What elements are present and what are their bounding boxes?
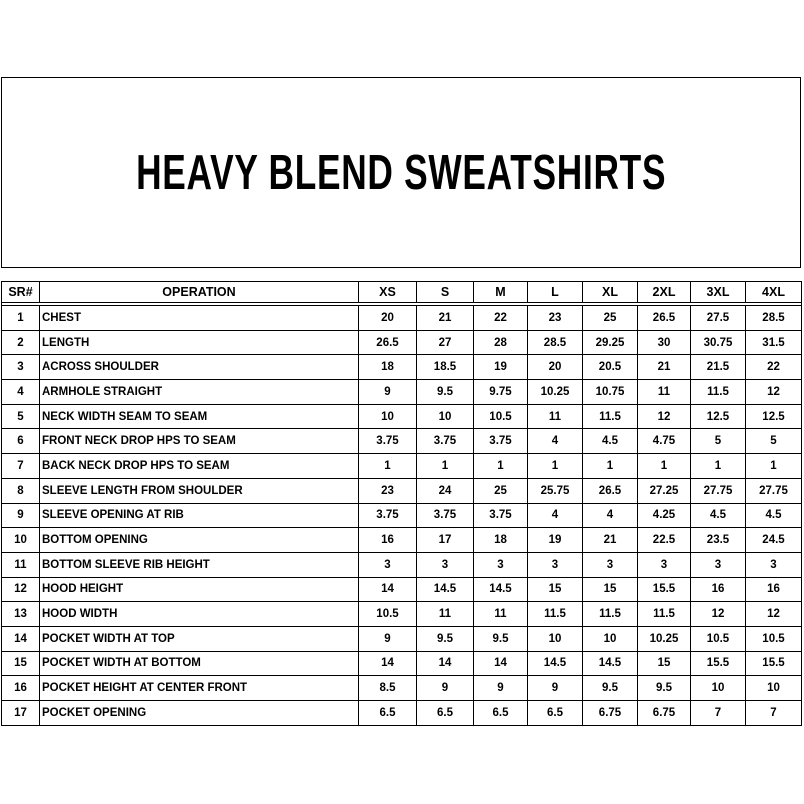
operation-cell: FRONT NECK DROP HPS TO SEAM [40,429,359,454]
measurement-cell: 10.25 [638,626,691,651]
table-row [2,503,802,528]
measurement-cell: 3.75 [359,429,417,454]
measurement-cell: 3 [638,552,691,577]
row-number-cell: 1 [2,306,40,331]
header-cell: 4XL [746,282,802,303]
measurement-cell: 4.5 [691,503,746,528]
measurement-cell: 12 [746,602,802,627]
measurement-cell: 28.5 [746,306,802,331]
measurement-cell: 6.5 [359,701,417,726]
measurement-cell: 9.5 [638,676,691,701]
measurement-cell: 1 [691,454,746,479]
operation-cell: LENGTH [40,330,359,355]
measurement-cell: 16 [746,577,802,602]
measurement-cell: 20.5 [583,355,638,380]
measurement-cell: 4.5 [583,429,638,454]
measurement-cell: 3 [528,552,583,577]
measurement-cell: 8.5 [359,676,417,701]
measurement-cell: 14.5 [583,651,638,676]
header-cell: 2XL [638,282,691,303]
measurement-cell: 11 [528,404,583,429]
measurement-cell: 7 [746,701,802,726]
operation-cell: BOTTOM OPENING [40,528,359,553]
measurement-cell: 11.5 [583,602,638,627]
measurement-cell: 11.5 [528,602,583,627]
operation-cell: HOOD HEIGHT [40,577,359,602]
table-row [2,306,802,331]
measurement-cell: 1 [417,454,474,479]
row-number-cell: 9 [2,503,40,528]
table-row [2,602,802,627]
row-number-cell: 13 [2,602,40,627]
table-row [2,626,802,651]
measurement-cell: 25 [583,306,638,331]
measurement-cell: 7 [691,701,746,726]
measurement-cell: 12.5 [691,404,746,429]
header-cell: M [474,282,528,303]
measurement-cell: 25.75 [528,478,583,503]
measurement-cell: 1 [359,454,417,479]
header-cell: SR# [2,282,40,303]
measurement-cell: 12 [638,404,691,429]
measurement-cell: 3.75 [474,429,528,454]
measurement-cell: 21 [417,306,474,331]
measurement-cell: 21 [638,355,691,380]
table-row [2,552,802,577]
measurement-cell: 16 [691,577,746,602]
measurement-cell: 15 [528,577,583,602]
measurement-cell: 15.5 [691,651,746,676]
measurement-cell: 3 [417,552,474,577]
measurement-cell: 3 [691,552,746,577]
header-cell: OPERATION [40,282,359,303]
measurement-cell: 9.75 [474,380,528,405]
header-cell: L [528,282,583,303]
row-number-cell: 3 [2,355,40,380]
measurement-cell: 4.75 [638,429,691,454]
measurement-cell: 5 [691,429,746,454]
operation-cell: HOOD WIDTH [40,602,359,627]
table-row [2,701,802,726]
measurement-cell: 22.5 [638,528,691,553]
row-number-cell: 14 [2,626,40,651]
measurement-cell: 12.5 [746,404,802,429]
operation-cell: POCKET OPENING [40,701,359,726]
measurement-cell: 3 [746,552,802,577]
measurement-cell: 9 [417,676,474,701]
row-number-cell: 17 [2,701,40,726]
row-number-cell: 4 [2,380,40,405]
row-number-cell: 11 [2,552,40,577]
table-header-row [2,282,802,303]
table-row [2,330,802,355]
measurement-cell: 14.5 [474,577,528,602]
measurement-cell: 9.5 [583,676,638,701]
measurement-cell: 9 [359,380,417,405]
measurement-cell: 30 [638,330,691,355]
measurement-cell: 27.25 [638,478,691,503]
measurement-cell: 10 [417,404,474,429]
measurement-cell: 19 [474,355,528,380]
measurement-cell: 31.5 [746,330,802,355]
table-row [2,355,802,380]
row-number-cell: 10 [2,528,40,553]
row-number-cell: 12 [2,577,40,602]
measurement-cell: 11.5 [638,602,691,627]
measurement-cell: 3.75 [417,503,474,528]
row-number-cell: 15 [2,651,40,676]
measurement-cell: 9.5 [417,626,474,651]
row-number-cell: 16 [2,676,40,701]
measurement-cell: 10.5 [691,626,746,651]
table-body [2,306,802,726]
operation-cell: ARMHOLE STRAIGHT [40,380,359,405]
measurement-cell: 28.5 [528,330,583,355]
measurement-cell: 27.75 [691,478,746,503]
measurement-cell: 20 [359,306,417,331]
measurement-cell: 18 [359,355,417,380]
table-row [2,651,802,676]
measurement-cell: 6.5 [474,701,528,726]
header-cell: XL [583,282,638,303]
operation-cell: NECK WIDTH SEAM TO SEAM [40,404,359,429]
document-title: HEAVY BLEND SWEATSHIRTS [135,145,667,200]
measurement-cell: 3.75 [417,429,474,454]
measurement-cell: 10.5 [474,404,528,429]
size-spec-table [1,281,802,726]
measurement-cell: 26.5 [583,478,638,503]
measurement-cell: 27 [417,330,474,355]
measurement-cell: 12 [746,380,802,405]
row-number-cell: 2 [2,330,40,355]
measurement-cell: 18.5 [417,355,474,380]
operation-cell: CHEST [40,306,359,331]
measurement-cell: 11.5 [691,380,746,405]
measurement-cell: 3.75 [359,503,417,528]
measurement-cell: 4 [528,429,583,454]
measurement-cell: 1 [746,454,802,479]
measurement-cell: 10 [691,676,746,701]
measurement-cell: 6.5 [417,701,474,726]
measurement-cell: 14 [359,577,417,602]
table-row [2,676,802,701]
measurement-cell: 23 [359,478,417,503]
header-cell: XS [359,282,417,303]
measurement-cell: 9 [474,676,528,701]
measurement-cell: 22 [474,306,528,331]
measurement-cell: 20 [528,355,583,380]
measurement-cell: 10.5 [746,626,802,651]
measurement-cell: 10 [746,676,802,701]
measurement-cell: 27.5 [691,306,746,331]
measurement-cell: 22 [746,355,802,380]
measurement-cell: 1 [528,454,583,479]
measurement-cell: 26.5 [359,330,417,355]
measurement-cell: 14 [474,651,528,676]
measurement-cell: 4 [528,503,583,528]
operation-cell: SLEEVE OPENING AT RIB [40,503,359,528]
measurement-cell: 15.5 [746,651,802,676]
measurement-cell: 3 [583,552,638,577]
row-number-cell: 5 [2,404,40,429]
operation-cell: POCKET WIDTH AT BOTTOM [40,651,359,676]
measurement-cell: 1 [474,454,528,479]
measurement-cell: 14 [359,651,417,676]
row-number-cell: 7 [2,454,40,479]
measurement-cell: 9.5 [474,626,528,651]
operation-cell: BACK NECK DROP HPS TO SEAM [40,454,359,479]
measurement-cell: 10.25 [528,380,583,405]
table-row [2,577,802,602]
measurement-cell: 27.75 [746,478,802,503]
measurement-cell: 11.5 [583,404,638,429]
measurement-cell: 16 [359,528,417,553]
measurement-cell: 15.5 [638,577,691,602]
measurement-cell: 19 [528,528,583,553]
measurement-cell: 4.5 [746,503,802,528]
measurement-cell: 14.5 [417,577,474,602]
table-row [2,429,802,454]
measurement-cell: 29.25 [583,330,638,355]
measurement-cell: 10.75 [583,380,638,405]
measurement-cell: 21 [583,528,638,553]
row-number-cell: 8 [2,478,40,503]
measurement-cell: 1 [583,454,638,479]
measurement-cell: 28 [474,330,528,355]
measurement-cell: 6.75 [638,701,691,726]
measurement-cell: 9 [528,676,583,701]
measurement-cell: 23.5 [691,528,746,553]
measurement-cell: 15 [583,577,638,602]
measurement-cell: 11 [474,602,528,627]
operation-cell: POCKET HEIGHT AT CENTER FRONT [40,676,359,701]
measurement-cell: 26.5 [638,306,691,331]
operation-cell: ACROSS SHOULDER [40,355,359,380]
measurement-cell: 14 [417,651,474,676]
table-row [2,478,802,503]
measurement-cell: 12 [691,602,746,627]
measurement-cell: 3 [474,552,528,577]
measurement-cell: 10 [528,626,583,651]
table-row [2,528,802,553]
measurement-cell: 4.25 [638,503,691,528]
measurement-cell: 25 [474,478,528,503]
row-number-cell: 6 [2,429,40,454]
measurement-cell: 23 [528,306,583,331]
measurement-cell: 5 [746,429,802,454]
measurement-cell: 10 [583,626,638,651]
measurement-cell: 3 [359,552,417,577]
measurement-cell: 14.5 [528,651,583,676]
measurement-cell: 4 [583,503,638,528]
measurement-cell: 6.75 [583,701,638,726]
measurement-cell: 10.5 [359,602,417,627]
measurement-cell: 17 [417,528,474,553]
header-cell: S [417,282,474,303]
measurement-cell: 1 [638,454,691,479]
measurement-cell: 11 [417,602,474,627]
header-cell: 3XL [691,282,746,303]
table-row [2,380,802,405]
measurement-cell: 10 [359,404,417,429]
measurement-cell: 24 [417,478,474,503]
measurement-cell: 15 [638,651,691,676]
table-row [2,404,802,429]
operation-cell: SLEEVE LENGTH FROM SHOULDER [40,478,359,503]
measurement-cell: 11 [638,380,691,405]
measurement-cell: 21.5 [691,355,746,380]
table-row [2,454,802,479]
title-box [1,77,801,268]
measurement-cell: 6.5 [528,701,583,726]
measurement-cell: 18 [474,528,528,553]
operation-cell: POCKET WIDTH AT TOP [40,626,359,651]
measurement-cell: 30.75 [691,330,746,355]
measurement-cell: 9 [359,626,417,651]
operation-cell: BOTTOM SLEEVE RIB HEIGHT [40,552,359,577]
measurement-cell: 24.5 [746,528,802,553]
measurement-cell: 9.5 [417,380,474,405]
measurement-cell: 3.75 [474,503,528,528]
